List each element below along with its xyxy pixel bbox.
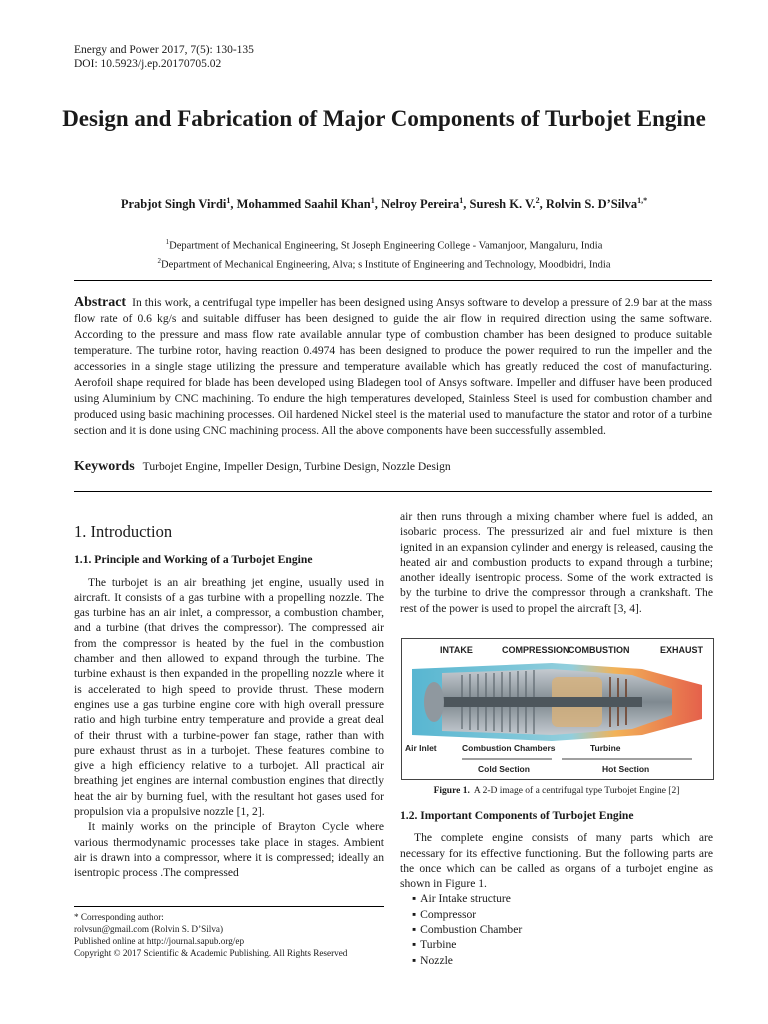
paragraph: The turbojet is an air breathing jet engine, usually used in aircraft. It consists of a gas turbine with a propelling nozzle. The gas turbine has an air inlet, a compressor, a combustion chamber, and a turbine (that drives the compressor). The compressed air from the compressor is heated by the fuel in the combustion chamber and then allowed to expand through the turbine. The turbine exhaust is then expanded in the propelling nozzle where it is accelerated to high speed to provide thrust. These modern engines use a gas turbine engine core with high overall pressure ratio and high turbine entry temperature and provide a great deal of their thrust with a turbine-power fan stage, rather than with pure exhaust thrust as in a turbojet. These features combine to give a high efficiency relative to a turbojet. All practical air breathing jet engines are internal combustion engines that directly heat the air by burning fuel, with the resultant hot gases used for propulsion via a propulsive nozzle [1, 2].: [74, 575, 384, 819]
keywords-label: Keywords: [74, 459, 135, 474]
subsection-heading: 1.2. Important Components of Turbojet Engine: [400, 809, 634, 822]
nose-cone: [424, 682, 444, 722]
keywords: [74, 459, 712, 475]
affiliations: [40, 235, 728, 272]
component-list: [400, 891, 713, 967]
divider: [74, 491, 712, 492]
author: Suresh K. V.: [469, 197, 536, 212]
list-item: ▪ Combustion Chamber: [412, 922, 713, 937]
label-hot-section: Hot Section: [602, 764, 650, 774]
author: Prabjot Singh Virdi: [120, 197, 227, 212]
right-column-top: [400, 509, 713, 616]
abstract-label: Abstract: [74, 295, 127, 310]
section-heading: 1. Introduction: [74, 522, 173, 541]
figure-caption-label: Figure 1.: [433, 786, 470, 796]
footnote: [74, 911, 394, 959]
subsection-heading: 1.1. Principle and Working of a Turbojet Engine: [74, 553, 313, 567]
label-air-inlet: Air Inlet: [405, 743, 437, 753]
list-item: ▪ Compressor: [412, 907, 713, 922]
left-column: [74, 524, 384, 881]
label-exhaust: EXHAUST: [660, 645, 704, 655]
figure-1: [401, 638, 714, 780]
list-item: ▪ Air Intake structure: [412, 891, 713, 906]
label-turbine: Turbine: [590, 743, 621, 753]
paragraph: The complete engine consists of many parts which are necessary for its effective functioning. But the following parts are the once which can be called as organs of a turbojet engine as shown in Figure 1.: [400, 831, 713, 891]
author-list: Prabjot Singh Virdi$^1$, Mohammed Saahil Khan$^1$, Nelroy Pereira$^1$, Suresh K. V.$^2$, Rolvin S. D’Silva$^{1,*}$: [120, 196, 648, 212]
footnote-published: Published online at http://journal.sapub.org/ep: [74, 936, 245, 946]
footnote-copyright: Copyright © 2017 Scientific & Academic Publishing. All Rights Reserved: [74, 948, 348, 958]
footnote-divider: [74, 906, 384, 907]
figure-caption: [401, 786, 712, 796]
journal-citation: Energy and Power 2017, 7(5): 130-135: [74, 44, 254, 56]
affiliation: $^1$Department of Mechanical Engineering, St Joseph Engineering College - Vamanjoor, Mangaluru, India: [165, 238, 603, 252]
right-column-bottom: [400, 808, 713, 968]
shaft: [442, 697, 642, 707]
abstract-text: In this work, a centrifugal type impeller has been designed using Ansys software to develop a pressure of 2.9 bar at the mass flow rate of 0.6 kg/s and suitable diffuser has been designed to guide the air flow in required direction using the same software. According to the pressure and mass flow rate available annular type of combustion chamber has been designed to produce suitable temperature. The turbine rotor, having reaction 0.4974 has been designed to produce the power required to run the impeller and the accessories in a single stage utilizing the pressure and temperature available which has greatly reduced the cost of manufacturing. Aerofoil shape required for blade has been developed using Bladegen tool of Ansys software. Impeller and diffuser have been produced using Aluminium by CNC machining. To endure the high temperatures developed, Stainless Steel is used for combustion chamber and produced using basic machining processes. Oil hardened Nickel steel is the material used to manufacture the stator and rotor of a turbine section and it is done using CNC machining process. All the above components have been successfully assembled.: [74, 296, 712, 437]
paragraph: air then runs through a mixing chamber where fuel is added, an isobaric process. The pressurized air and fuel mixture is then ignited in an expansion cylinder and energy is released, causing the heated air and combustion products to expand through a turbine; another ideally isentropic process. Some of the work extracted is by the turbine to drive the compressor through a crankshaft. The rest of the power is used to propel the aircraft [3, 4].: [400, 510, 713, 615]
journal-header: [74, 43, 254, 71]
journal-doi: DOI: 10.5923/j.ep.20170705.02: [74, 58, 222, 70]
divider: [74, 280, 712, 281]
label-cold-section: Cold Section: [478, 764, 530, 774]
abstract: [74, 295, 712, 439]
label-combustion: COMBUSTION: [568, 645, 630, 655]
author: Mohammed Saahil Khan: [236, 197, 371, 212]
label-intake: INTAKE: [440, 645, 473, 655]
keywords-text: Turbojet Engine, Impeller Design, Turbine Design, Nozzle Design: [142, 460, 451, 473]
affiliation: $^2$Department of Mechanical Engineering, Alva; s Institute of Engineering and Technology, Moodbidri, India: [157, 256, 611, 270]
author: Rolvin S. D’Silva: [545, 197, 638, 212]
label-combustion-chambers: Combustion Chambers: [462, 743, 556, 753]
figure-caption-text: A 2-D image of a centrifugal type Turbojet Engine [2]: [473, 786, 680, 796]
turbojet-diagram: [402, 639, 713, 779]
author: Nelroy Pereira: [380, 197, 460, 212]
label-compression: COMPRESSION: [502, 645, 570, 655]
list-item: ▪ Nozzle: [412, 953, 713, 968]
footnote-corresponding: * Corresponding author:: [74, 912, 164, 922]
list-item: ▪ Turbine: [412, 937, 713, 952]
paragraph: It mainly works on the principle of Brayton Cycle where various thermodynamic processes take place in stages. Ambient air is drawn into a compressor, where it is compressed; ideally an isentropic process .The compressed: [74, 820, 384, 880]
paper-title: Design and Fabrication of Major Components of Turbojet Engine: [62, 106, 706, 131]
footnote-email: rolvsun@gmail.com (Rolvin S. D’Silva): [74, 924, 224, 934]
